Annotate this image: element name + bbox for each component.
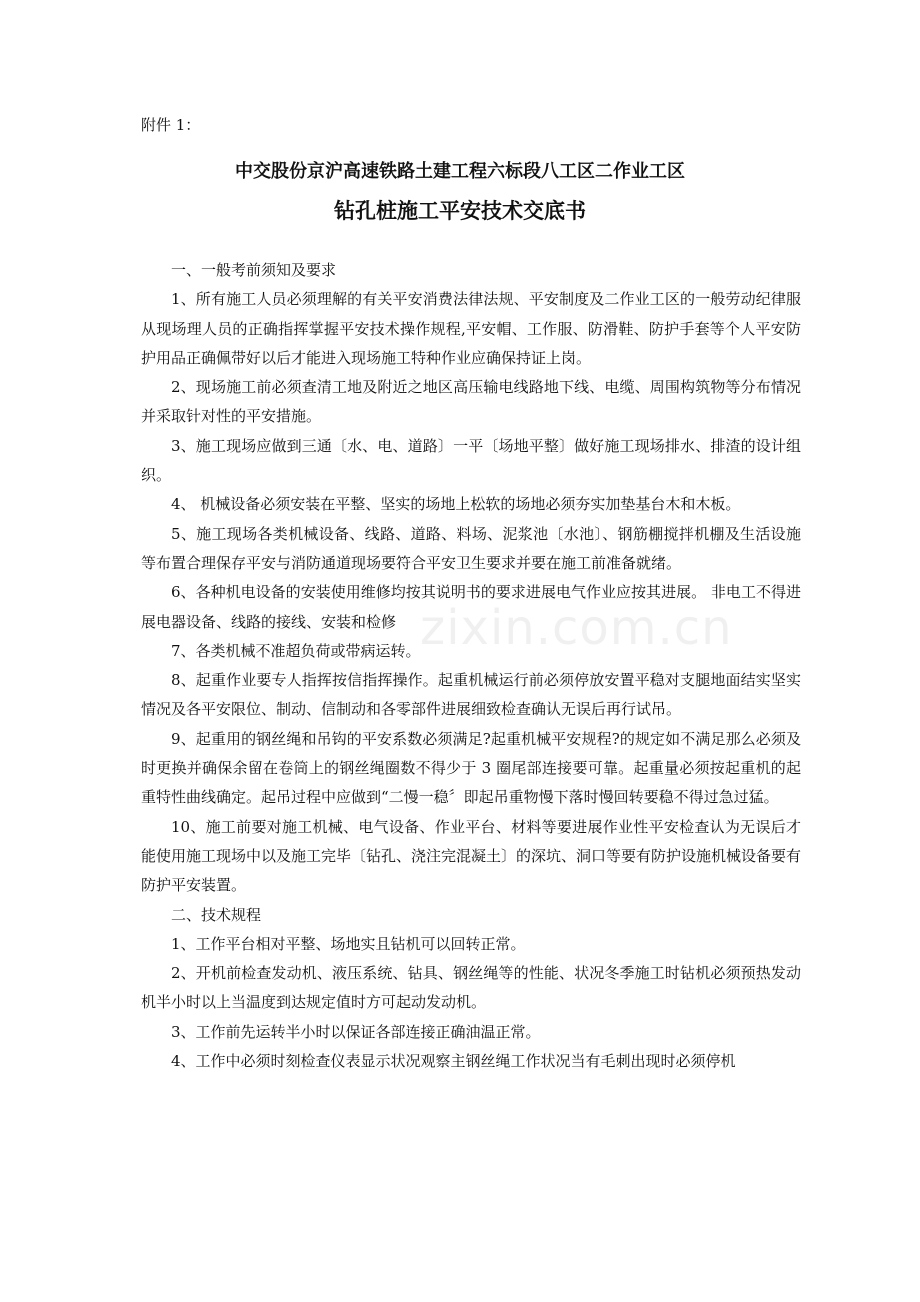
attachment-label: 附件 1： xyxy=(141,116,201,134)
paragraph: 8、起重作业要专人指挥按信指挥操作。起重机械运行前必须停放安置平稳对支腿地面结实坚实情况及各平安限位、制动、信制动和各零部件进展细致检查确认无误后再行试吊。 xyxy=(141,671,801,719)
paragraph: 4、 机械设备必须安装在平整、坚实的场地上松软的场地必须夯实加垫基台木和木板。 xyxy=(171,495,741,514)
paragraph: 3、施工现场应做到三通〔水、电、道路〕一平〔场地平整〕做好施工现场排水、排渣的设计组织。 xyxy=(141,436,801,485)
paragraph: 5、施工现场各类机械设备、线路、道路、料场、泥浆池〔水池〕、钢筋棚搅拌机棚及生活设施等布置合理保存平安与消防通道现场要符合平安卫生要求并要在施工前准备就绪。 xyxy=(141,524,801,572)
paragraph: 2、现场施工前必须查清工地及附近之地区高压输电线路地下线、电缆、周围构筑物等分布情况并采取针对性的平安措施。 xyxy=(141,378,801,426)
section-heading-general: 一、一般考前须知及要求 xyxy=(171,261,337,279)
document-title-line2: 钻孔桩施工平安技术交底书 xyxy=(334,199,586,223)
paragraph: 2、开机前检查发动机、液压系统、钻具、钢丝绳等的性能、状况冬季施工时钻机必须预热发动机半小时以上当温度到达规定值时方可起动发动机。 xyxy=(141,964,801,1012)
document-title-line1: 中交股份京沪高速铁路土建工程六标段八工区二作业工区 xyxy=(235,161,685,182)
paragraph: 6、各种机电设备的安装使用维修均按其说明书的要求进展电气作业应按其进展。 非电工不得进展电器设备、线路的接线、安装和检修 xyxy=(141,583,801,631)
paragraph: 7、各类机械不准超负荷或带病运转。 xyxy=(171,641,421,660)
watermark: zixin.com.cn xyxy=(420,600,733,656)
paragraph: 10、施工前要对施工机械、电气设备、作业平台、材料等要进展作业性平安检查认为无误后才能使用施工现场中以及施工完毕〔钻孔、浇注完混凝土〕的深坑、洞口等要有防护设施机械设备要有防护平安装置。 xyxy=(141,817,802,895)
section-heading-technical: 二、技术规程 xyxy=(171,905,262,924)
paragraph: 3、工作前先运转半小时以保证各部连接正确油温正常。 xyxy=(171,1022,541,1041)
paragraph: 4、工作中必须时刻检查仪表显示状况观察主钢丝绳工作状况当有毛刺出现时必须停机 xyxy=(171,1052,736,1071)
paragraph: 1、工作平台相对平整、场地实且钻机可以回转正常。 xyxy=(171,934,526,953)
document-body xyxy=(141,256,801,1076)
paragraph: 1、所有施工人员必须理解的有关平安消费法律法规、平安制度及二作业工区的一般劳动纪律服从现场理人员的正确指挥掌握平安技术操作规程,平安帽、工作服、防滑鞋、防护手套等个人平安防护用品正确佩带好以后才能进入现场施工特种作业应确保持证上岗。 xyxy=(141,290,801,367)
paragraph: 9、起重用的钢丝绳和吊钩的平安系数必须满足?起重机械平安规程?的规定如不满足那么必须及时更换并确保余留在卷筒上的钢丝绳圈数不得少于 3 圈尾部连接要可靠。起重量必须按起重机的起重特性曲线确定。起吊过程中应做到“二慢一稳〞即起吊重物慢下落时慢回转要稳不得过急过猛。 xyxy=(141,729,801,807)
